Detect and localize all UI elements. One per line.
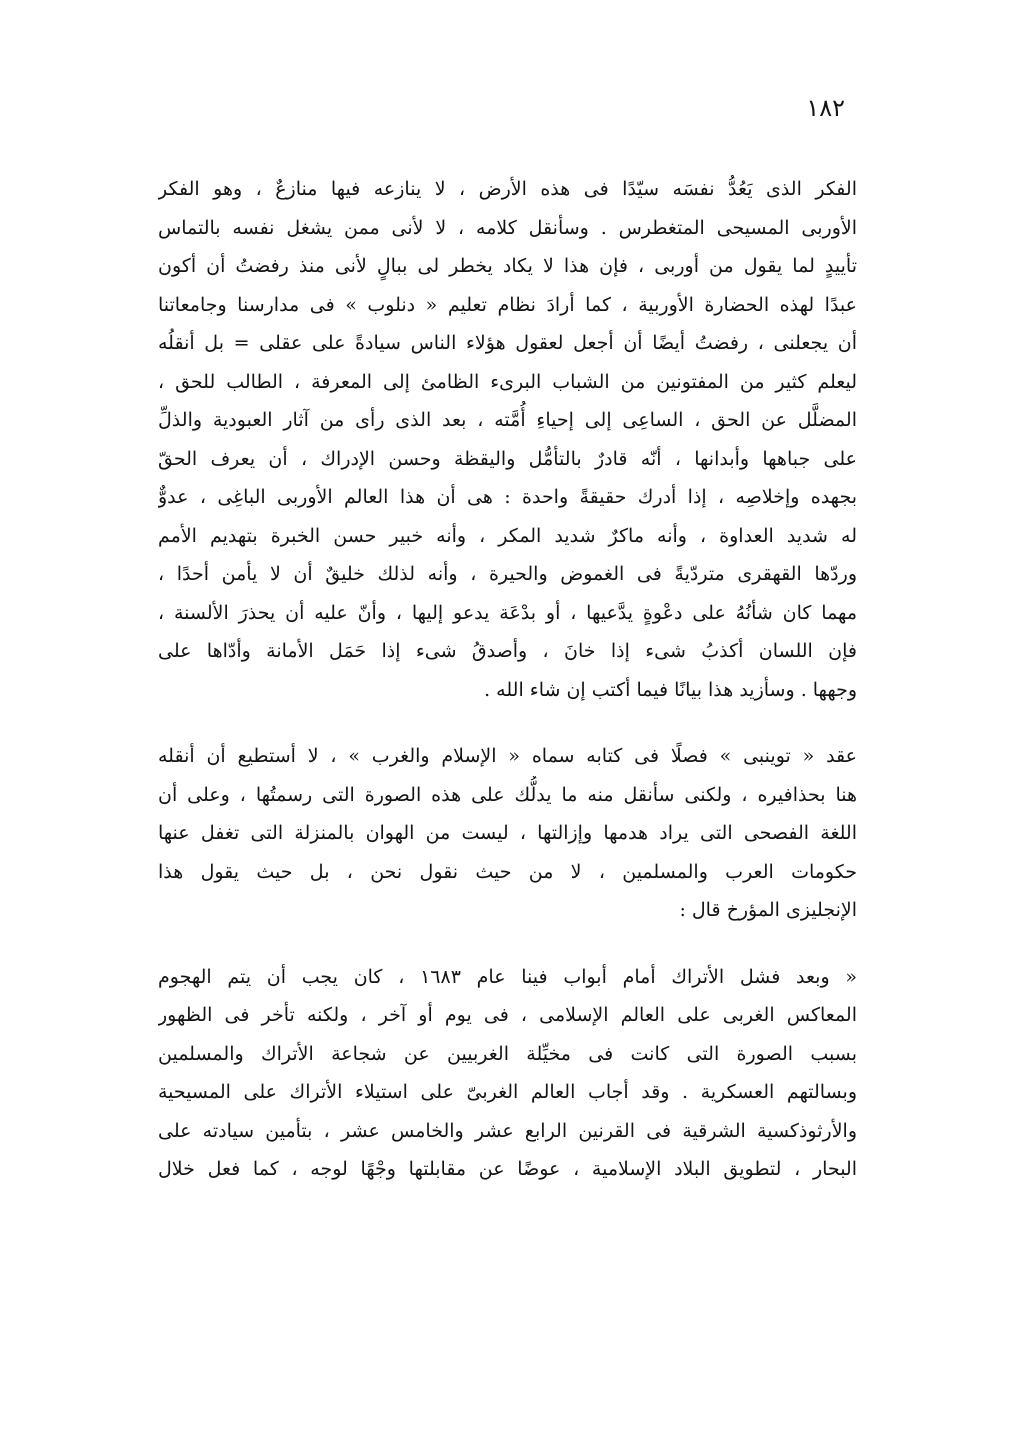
paragraph-1: [158, 170, 857, 709]
text-line: الأوربى المسيحى المتغطرس . وسأنقل كلامه ، لا لأنى ممن يشغل نفسه بالتماس: [158, 216, 857, 239]
text-line: الفكر الذى يَعُدُّ نفسَه سيّدًا فى هذه الأرض ، لا ينازعه فيها منازعٌ ، وهو الفكر: [158, 178, 857, 200]
text-line: اللغة الفصحى التى يراد هدمها وإزالتها ، ليست من الهوان بالمنزلة التى تغفل عنها: [158, 822, 857, 844]
text-line: وبسالتهم العسكرية . وقد أجاب العالم الغربىّ على استيلاء الأتراك على المسيحية: [158, 1081, 857, 1103]
text-line: له شديد العداوة ، وأنه ماكرٌ شديد المكر ، وأنه خبير حسن الخبرة بتهديم الأمم: [158, 524, 857, 547]
text-line: هنا بحذافيره ، ولكنى سأنقل منه ما يدلُّك على هذه الصورة التى رسمتُها ، وعلى أن: [158, 783, 857, 806]
text-line: عقد « توينبى » فصلًا فى كتابه سماه « الإسلام والغرب » ، لا أستطيع أن أنقله: [158, 745, 857, 767]
text-body: [158, 170, 857, 1189]
text-line: وجهها . وسأزيد هذا بيانًا فيما أكتب إن شاء الله .: [484, 678, 857, 701]
text-line: أن يجعلنى ، رفضتُ أيضًا أن أجعل لعقول هؤلاء الناس سيادةً على عقلى = بل أنقلُه: [158, 332, 857, 354]
page-number: ١٨٢: [806, 94, 845, 122]
text-line: بسبب الصورة التى كانت فى مخيِّلة الغربيين عن شجاعة الأتراك والمسلمين: [158, 1042, 857, 1065]
text-line: مهما كان شأنُهُ على دعْوةٍ يدَّعيها ، أو بدْعَة يدعو إليها ، وأنّ عليه أن يحذرَ الألسنة ،: [158, 601, 857, 624]
text-line: المضلَّل عن الحق ، الساعِى إلى إحياءِ أُمَّته ، بعد الذى رأى من آثار العبودية والذلِّ: [158, 409, 857, 431]
paragraph-3-quote: [158, 958, 857, 1189]
text-line: ليعلم كثير من المفتونين من الشباب البرىء الظامئ إلى المعرفة ، الطالب للحق ،: [158, 370, 857, 393]
text-line: تأييدٍ لما يقول من أوربى ، فإن هذا لا يكاد يخطر لى ببالٍ لأنى منذ رفضتُ أن أكون: [158, 255, 857, 277]
text-line: فإن اللسان أكذبُ شىء إذا خانَ ، وأصدقُ شىء إذا حَمَل الأمانة وأدّاها على: [158, 640, 857, 662]
text-line: وردّها القهقرى متردّيةً فى الغموض والحيرة ، وأنه لذلك خليقٌ أن لا يأمن أحدًا ،: [158, 563, 857, 585]
text-line: والأرثوذكسية الشرقية فى القرنين الرابع عشر والخامس عشر ، بتأمين سيادته على: [158, 1119, 857, 1142]
text-line: بجهده وإخلاصِه ، إذا أدرك حقيقةً واحدة : هى أن هذا العالم الأوربى الباغِى ، عدوٌّ: [158, 486, 857, 508]
text-line: المعاكس الغربى على العالم الإسلامى ، فى يوم أو آخر ، ولكنه تأخر فى الظهور: [158, 1004, 857, 1026]
text-line: الإنجليزى المؤرخ قال :: [679, 899, 857, 921]
text-line: البحار ، لتطويق البلاد الإسلامية ، عوضًا عن مقابلتها وجْهًا لوجه ، كما فعل خلال: [158, 1158, 857, 1180]
text-line: حكومات العرب والمسلمين ، لا من حيث نقول نحن ، بل حيث يقول هذا: [158, 860, 857, 883]
text-line: على جباهها وأبدانها ، أنّه قادرٌ بالتأمُّل واليقظة وحسن الإدراك ، أن يعرف الحقّ: [158, 447, 857, 470]
paragraph-2: [158, 737, 857, 930]
text-line: « وبعد فشل الأتراك أمام أبواب فينا عام ١٦٨٣ ، كان يجب أن يتم الهجوم: [158, 965, 857, 988]
text-line: عبدًا لهذه الحضارة الأوربية ، كما أرادَ نظام تعليم « دنلوب » فى مدارسنا وجامعاتنا: [158, 293, 857, 316]
